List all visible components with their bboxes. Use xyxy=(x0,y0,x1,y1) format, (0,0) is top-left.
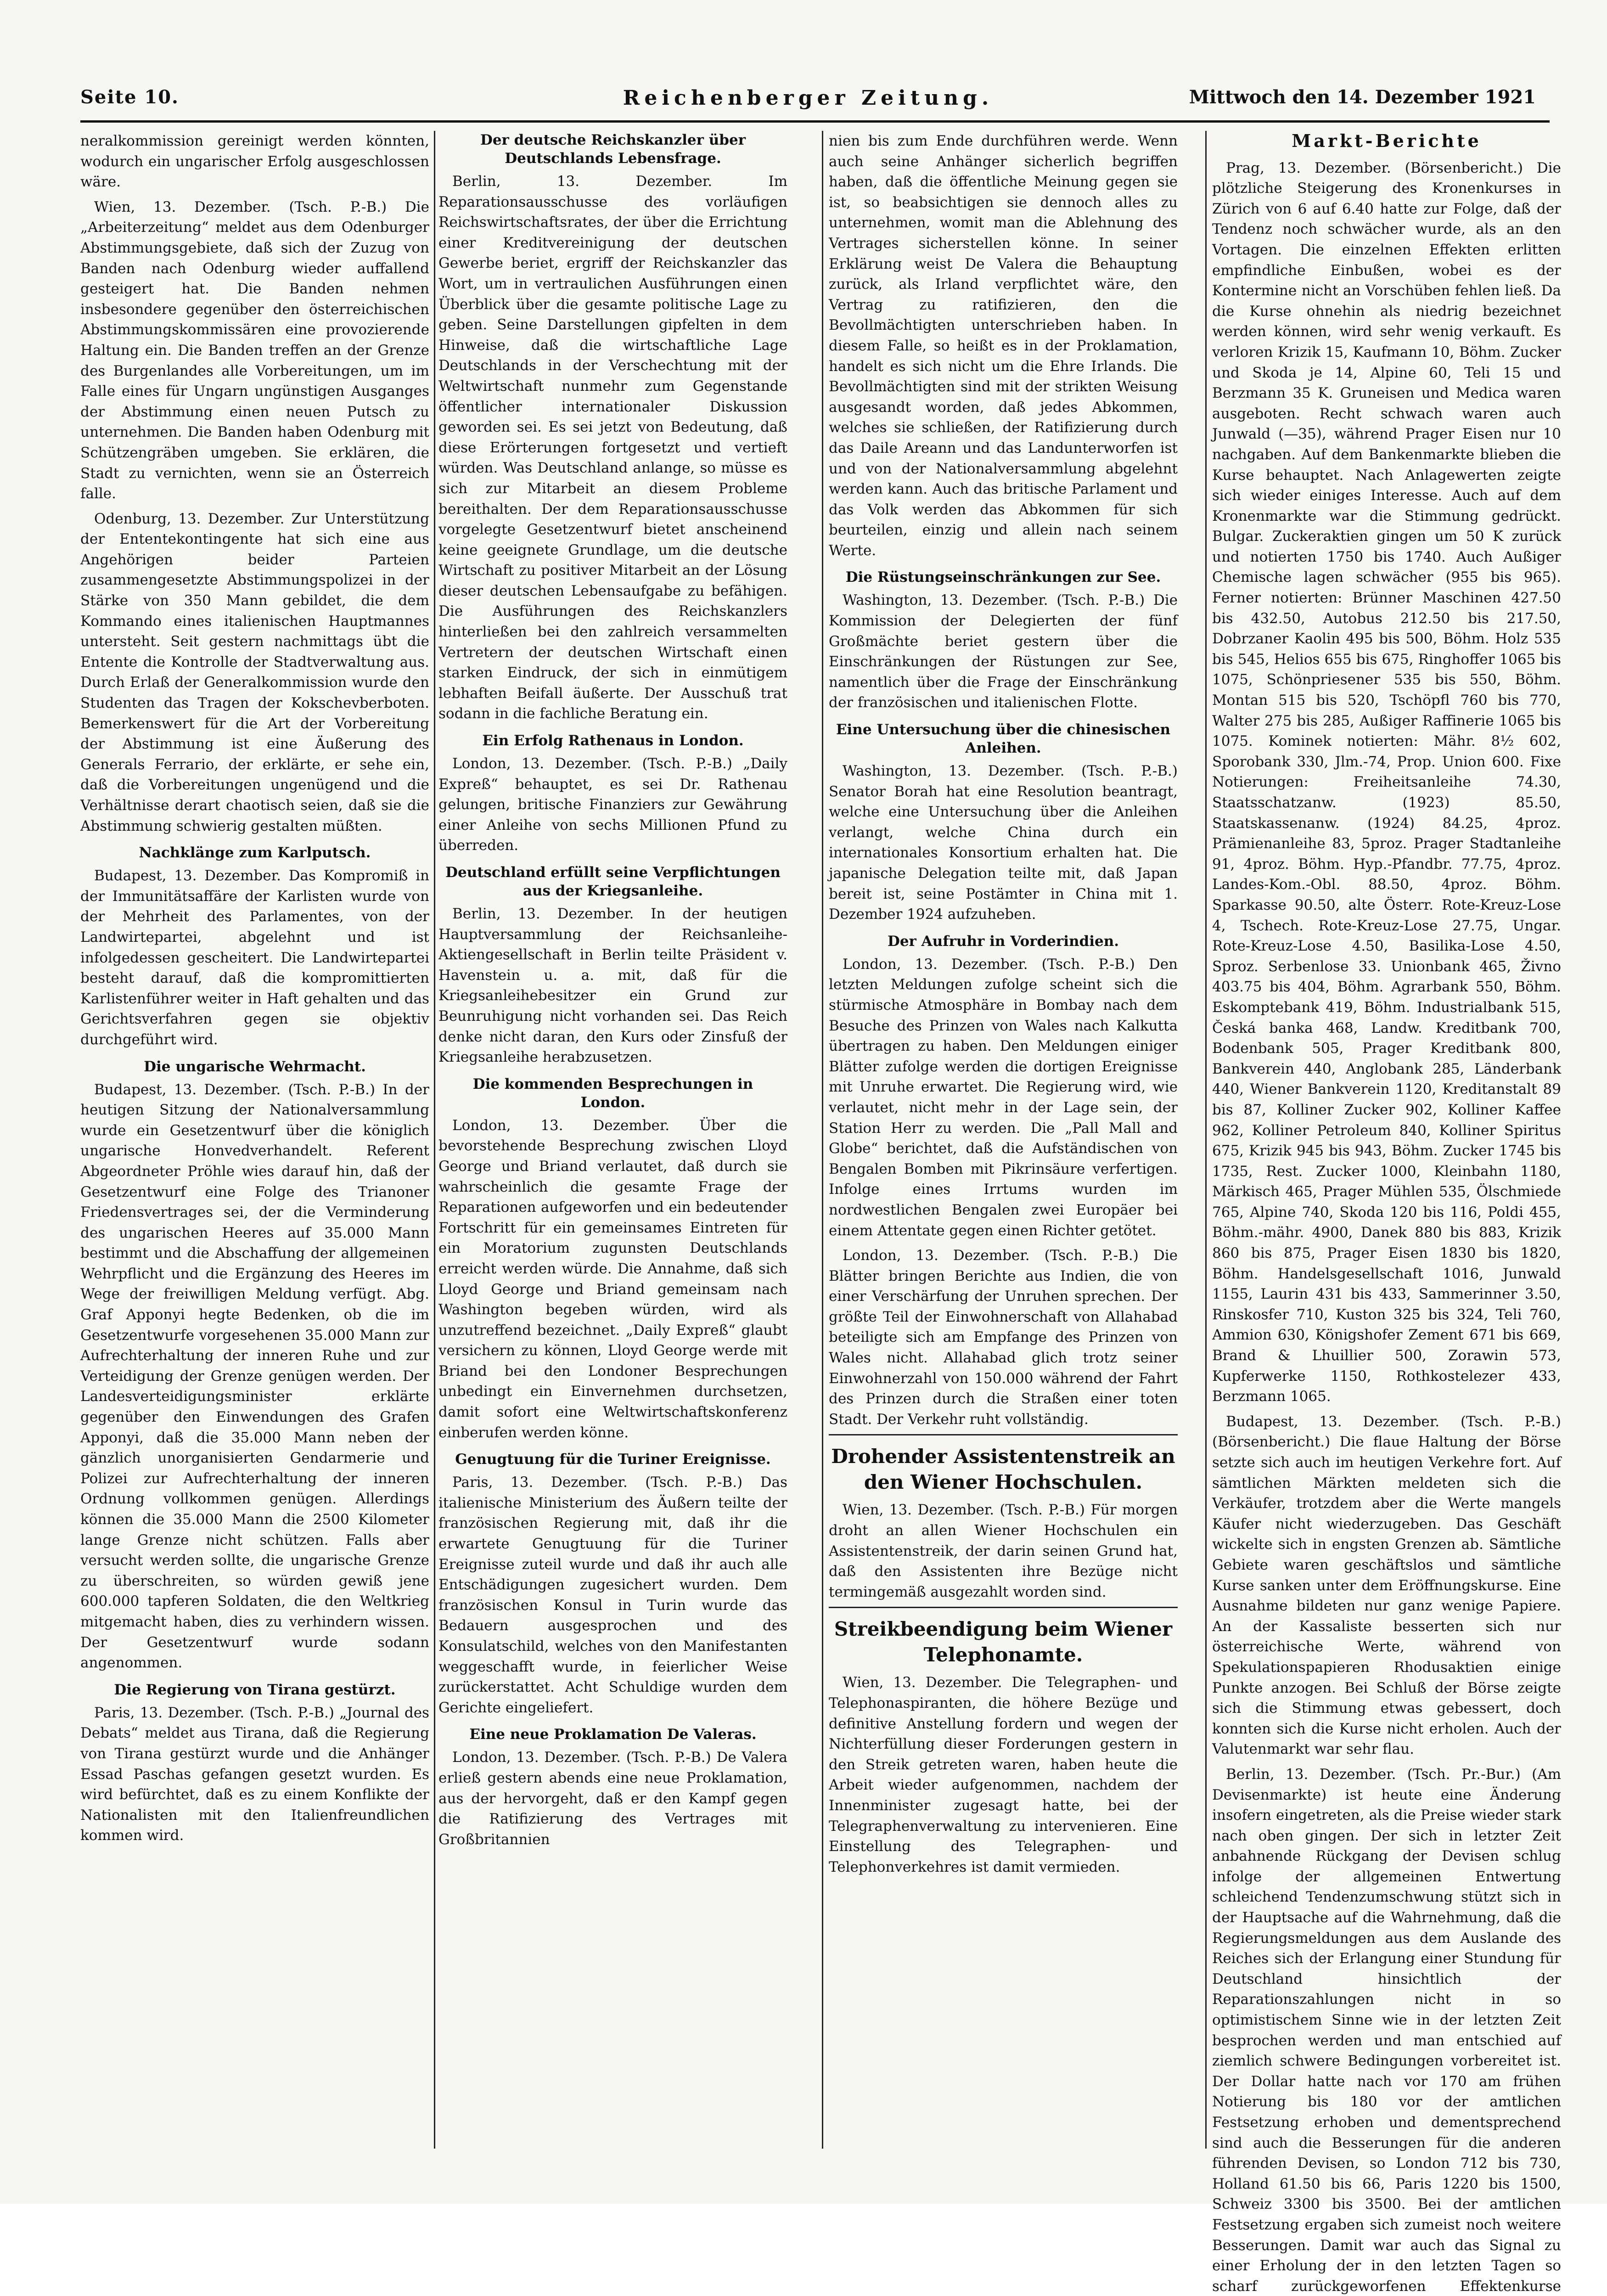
column-2 xyxy=(438,131,787,2149)
article xyxy=(829,1672,1178,1877)
column-divider xyxy=(822,131,823,2149)
article xyxy=(438,754,787,856)
article-headline: Genugtuung für die Turiner Ereignisse. xyxy=(455,1451,771,1468)
article-text: Budapest, 13. Dezember. Das Kompromiß in der Immunitätsaffäre der Karlisten wurde von der Mehrheit des Parlamentes, von der Landwirtepartei, abgelehnt und ist infolgedessen gescheitert. Die Landwirtepartei besteht darauf, daß die kompromittierten Karlistenführer weiter in Haft gehalten und das Gerichtsverfahren gegen sie objektiv durchgeführt wird. xyxy=(80,867,429,1048)
article xyxy=(829,954,1178,1241)
article-headline: Die kommenden Besprechungen in London. xyxy=(472,1075,753,1111)
article xyxy=(1212,1412,1561,1760)
article-text: Berlin, 13. Dezember. Im Reparationsausschusse des vorläufigen Reichswirtschaftsrates, der über die Errichtung einer Kreditvereinigung der deutschen Gewerbe beriet, ergriff der Reichskanzler das Wort, um in vertraulichen Ausführungen einen Überblick über die gesamte politische Lage zu geben. Seine Darstellungen gipfelten in dem Hinweise, daß die wirtschaftliche Lage Deutschlands in der Verschechtung mit der Weltwirtschaft nunmehr zum Gegenstande öffentlicher internationaler Diskussion geworden sei. Es sei jetzt von Bedeutung, daß diese Erörterungen fortgesetzt und vertieft würden. Was Deutschland anlange, so müsse es sich zur Mitarbeit an diesem Probleme bereithalten. Der dem Reparationsausschusse vorgelegte Gesetzentwurf bietet anscheinend keine geeignete Grundlage, um die deutsche Wirtschaft zu positiver Mitarbeit an der Lösung dieser deutschen Lebensaufgabe zu befähigen. Die Ausführungen des Reichskanzlers hinterließen bei den zahlreich versammelten Vertretern der deutschen Wirtschaft einen starken Eindruck, der sich in einmütigem lebhaften Beifall äußerte. Der Ausschuß trat sodann in die fachliche Beratung ein. xyxy=(438,173,787,722)
column-divider xyxy=(1205,131,1207,2149)
article-text: nien bis zum Ende durchführen werde. Wenn auch seine Anhänger sicherlich begriffen haben, daß die öffentliche Meinung gegen sie ist, so beabsichtigen sie dennoch alles zu unternehmen, womit man die Ablehnung des Vertrages sicherstellen könne. In seiner Erklärung weist De Valera die Behauptung zurück, als Irland verpflichtet wäre, den Vertrag zu ratifizieren, den die Bevollmächtigten unterschrieben haben. In diesem Falle, so heißt es in der Proklamation, handelt es sich nicht um die Ehre Irlands. Die Bevollmächtigten sind mit der strikten Weisung ausgesandt worden, daß jedes Abkommen, welches sie schließen, der Ratifizierung durch das Daile Areann und das Landunterworfen ist und von der Nationalversammlung abgelehnt werden kann. Auch das britische Parlament und das Volk werden das Abkommen für sich beurteilen, einzig und allein nach seinem Werte. xyxy=(829,133,1178,559)
article-headline: Nachklänge zum Karlputsch. xyxy=(139,844,371,861)
article xyxy=(438,1472,787,1718)
article-text: Washington, 13. Dezember. (Tsch. P.-B.) Senator Borah hat eine Resolution beantragt, welche eine Untersuchung über die Anleihen verlangt, welche China durch ein internationales Konsortium erhalten hat. Die japanische Delegation teilte mit, daß Japan bereit ist, seine Postämter in China mit 1. Dezember 1924 aufzuheben. xyxy=(829,763,1178,923)
article-headline: Der deutsche Reichskanzler über Deutschlands Lebensfrage. xyxy=(480,132,746,167)
article xyxy=(829,131,1178,561)
article-text: Odenburg, 13. Dezember. Zur Unterstützung der Ententekontingente hat sich eine aus Angehörigen beider Parteien zusammengesetzte Abstimmungspolizei in der Stärke von 350 Mann gebildet, die dem Kommando eines italienischen Hauptmannes untersteht. Seit gestern nachmittags übt die Entente die Kontrolle der Stadtverwaltung aus. Durch Erlaß der Generalkommission wurde den Studenten das Tragen der Kokschevberboten. Bemerkenswert für die Art der Vorbereitung der Abstimmung ist eine Äußerung des Generals Ferrario, der erklärte, er sehe ein, daß die Vorbereitungen ungenügend und die Verhältnisse derart chaotisch seien, daß sie die Abstimmung schwierig gestalten müßten. xyxy=(80,510,429,834)
article-text: Wien, 13. Dezember. (Tsch. P.-B.) Für morgen droht an allen Wiener Hochschulen ein Assistentenstreik, der darin seinen Grund hat, daß den Assistenten ihre Bezüge nicht termingemäß ausgezahlt worden sind. xyxy=(829,1502,1178,1600)
issue-date: Mittwoch den 14. Dezember 1921 xyxy=(1189,86,1536,108)
section-headline: Streikbeendigung beim Wiener Telephonamte. xyxy=(834,1618,1173,1666)
header-rule xyxy=(80,120,1550,123)
article xyxy=(80,1703,429,1846)
article-text: Berlin, 13. Dezember. (Tsch. Pr.-Bur.) (Am Devisenmarkte) ist heute eine Änderung insofern eingetreten, als die Preise wieder stark nach oben gingen. Der sich in letzter Zeit anbahnende Rückgang der Devisen schlug infolge der allgemeinen Entwertung schleichend Tendenzumschwung stützt sich in der Hauptsache auf die Wahrnehmung, daß die Regierungsmeldungen aus dem Auslande des Reiches sich der Erlangung einer Stundung für Deutschland hinsichtlich der Reparationszahlungen nicht in so optimistischem Sinne wie in der letzten Zeit besprochen werden und man entschied auf ziemlich schwere Bedingungen vorbereitet ist. Der Dollar hatte nach vor 170 am frühen Notierung bis 180 vor der amtlichen Festsetzung erhoben und dementsprechend sind auch die Besserungen für die anderen führenden Devisen, so London 712 bis 730, Holland 61.50 bis 66, Paris 1220 bis 1500, Schweiz 3300 bis 3500. Bei der amtlichen Festsetzung ergaben sich zumeist noch weitere Besserungen. Damit war auch das Signal zu einer Erholung der in den letzten Tagen so scharf zurückgeworfenen Effektenkurse xyxy=(1212,1766,1561,2295)
article xyxy=(829,1245,1178,1429)
column-4 xyxy=(1212,130,1561,2295)
article xyxy=(80,509,429,837)
article-text: London, 13. Dezember. (Tsch. P.-B.) De Valera erließ gestern abends eine neue Proklamation, aus der hervorgeht, daß er den Kampf gegen die Ratifizierung des Vertrages mit Großbritannien xyxy=(438,1749,787,1848)
article-text: Berlin, 13. Dezember. In der heutigen Hauptversammlung der Reichsanleihe-Aktiengesellschaft in Berlin teilte Präsident v. Havenstein u. a. mit, daß für die Kriegsanleihebesitzer ein Grund zur Beunruhigung nicht vorhanden sei. Das Reich denke nicht daran, den Kurs oder Zinsfuß der Kriegsanleihe herabzusetzen. xyxy=(438,906,787,1066)
article-headline: Deutschland erfüllt seine Verpflichtungen aus der Kriegsanleihe. xyxy=(445,864,781,899)
article xyxy=(829,590,1178,713)
article-text: Washington, 13. Dezember. (Tsch. P.-B.) Die Kommission der Delegierten der fünf Großmächte beriet gestern über die Einschränkungen der Rüstungen zur See, namentlich über die Frage der Einschränkung der französischen und italienischen Flotte. xyxy=(829,592,1178,711)
article-headline: Die Regierung von Tirana gestürzt. xyxy=(114,1681,396,1698)
article xyxy=(80,197,429,504)
article-headline: Die ungarische Wehrmacht. xyxy=(144,1058,366,1075)
article xyxy=(438,1747,787,1850)
article-headline: Eine neue Proklamation De Valeras. xyxy=(469,1726,757,1743)
article xyxy=(1212,158,1561,1407)
article-headline: Eine Untersuchung über die chinesischen Anleihen. xyxy=(836,721,1171,757)
masthead xyxy=(80,86,1536,119)
article-text: Wien, 13. Dezember. Die Telegraphen- und Telephonaspiranten, die höhere Bezüge und definitive Anstellung fordern und wegen der Nichterfüllung dieser Forderungen gestern in den Streik getreten waren, haben heute die Arbeit wieder aufgenommen, nachdem der Innenminister zugesagt hatte, bei der Telegraphenverwaltung zu intervenieren. Eine Einstellung des Telegraphen- und Telephonverkehres ist damit vermieden. xyxy=(829,1674,1178,1875)
article xyxy=(80,866,429,1050)
article-text: Wien, 13. Dezember. (Tsch. P.-B.) Die „Arbeiterzeitung“ meldet aus dem Odenburger Abstimmungsgebiete, daß sich der Zuzug von Banden nach Odenburg wieder auffallend gesteigert hat. Die Banden nehmen insbesondere gegenüber den österreichischen Abstimmungskommissären eine provozierende Haltung ein. Die Banden treffen an der Grenze des Burgenlandes alle Vorbereitungen, um im Falle eines für Ungarn ungünstigen Ausganges der Abstimmung einen neuen Putsch zu unternehmen. Die Banden haben Odenburg mit Schützengräben umgeben. Sie erklären, die Stadt zu vernichten, wenn sie an Österreich falle. xyxy=(80,198,429,502)
column-1 xyxy=(80,131,429,2149)
section-rule xyxy=(829,1607,1178,1608)
article-text: London, 13. Dezember. (Tsch. P.-B.) „Daily Expreß“ behauptet, es sei Dr. Rathenau gelungen, britische Finanziers zur Gewährung einer Anleihe von sechs Millionen Pfund zu überreden. xyxy=(438,755,787,854)
article xyxy=(1212,1764,1561,2296)
article-text: London, 13. Dezember. (Tsch. P.-B.) Die Blätter bringen Berichte aus Indien, die von einer Verschärfung der Unruhen sprechen. Der größte Teil der Einwohnerschaft von Allahabad beteiligte sich am Empfange des Prinzen von Wales nicht. Allahabad glich trotz seiner Einwohnerzahl von 150.000 während der Fahrt des Prinzen durch die Straßen einer toten Stadt. Der Verkehr ruht vollständig. xyxy=(829,1247,1178,1428)
article-text: London, 13. Dezember. Über die bevorstehende Besprechung zwischen Lloyd George und Briand verlautet, daß durch sie wahrscheinlich die gesamte Frage der Reparationen aufgeworfen und ein bedeutender Fortschritt für ein gemeinsames Eintreten für ein Moratorium zugunsten Deutschlands erreicht werden würde. Die Annahme, daß sich Lloyd George und Briand gemeinsam nach Washington begeben würden, wird als unzutreffend bezeichnet. „Daily Expreß“ glaubt versichern zu können, Lloyd George werde mit Briand bei den Londoner Besprechungen unbedingt ein Einvernehmen durchsetzen, damit sofort eine Weltwirtschaftskonferenz einberufen werden könne. xyxy=(438,1117,787,1441)
article xyxy=(80,131,429,192)
article xyxy=(80,1080,429,1673)
market-reports-title: Markt-Berichte xyxy=(1292,130,1482,151)
article xyxy=(829,1500,1178,1602)
column-3 xyxy=(829,131,1178,2149)
section-headline: Drohender Assistentenstreik an den Wiener Hochschulen. xyxy=(831,1445,1175,1494)
article-text: Budapest, 13. Dezember. (Tsch. P.-B.) (Börsenbericht.) Die flaue Haltung der Börse setzte sich auch im heutigen Verkehre fort. Auf sämtlichen Märkten meldeten sich die Verkäufer, trotzdem aber die Werte mangels Käufer nicht wiederzugeben. Das Geschäft wickelte sich in engsten Grenzen ab. Sämtliche Gebiete waren geschäftslos und sämtliche Kurse sanken unter dem Eröffnungskurse. Eine Ausnahme bildeten nur ganz wenige Papiere. An der Kassaliste besserten sich nur österreichische Werte, während von Spekulationspapieren Rhodusaktien einige Punkte anzogen. Bei Schluß der Börse zeigte sich die Stimmung etwas gebessert, doch konnten sich die Kurse nicht erholen. Auch der Valutenmarkt war sehr flau. xyxy=(1212,1413,1561,1758)
article-headline: Die Rüstungseinschränkungen zur See. xyxy=(845,569,1161,586)
article-headline: Ein Erfolg Rathenaus in London. xyxy=(482,732,744,749)
newspaper-title: Reichenberger Zeitung. xyxy=(623,86,994,110)
article xyxy=(438,904,787,1068)
column-divider xyxy=(434,131,435,2149)
article xyxy=(438,171,787,724)
article-text: Paris, 13. Dezember. (Tsch. P.-B.) Das italienische Ministerium des Äußern teilte der französischen Regierung mit, daß ihr die erwartete Genugtuung für die Turiner Ereignisse zuteil wurde und daß ihr auch alle Entschädigungen zugesichert wurden. Dem französischen Konsul in Turin wurde das Bedauern ausgesprochen und des Konsulatschild, welches von den Manifestanten weggeschafft wurde, in feierlicher Weise zurückerstattet. Acht Schuldige wurden dem Gerichte eingeliefert. xyxy=(438,1474,787,1716)
article-text: neralkommission gereinigt werden könnten, wodurch ein ungarischer Erfolg ausgeschlossen wäre. xyxy=(80,133,429,191)
section-rule xyxy=(829,1434,1178,1435)
article xyxy=(829,761,1178,925)
article-text: Paris, 13. Dezember. (Tsch. P.-B.) „Journal des Debats“ meldet aus Tirana, daß die Regierung von Tirana gestürzt wurde und die Anhänger Essad Paschas gefangen gesetzt wurden. Es wird befürchtet, daß es zu einem Konflikte der Nationalisten mit den Italienfreundlichen kommen wird. xyxy=(80,1704,429,1844)
article-headline: Der Aufruhr in Vorderindien. xyxy=(887,933,1119,950)
article-text: London, 13. Dezember. (Tsch. P.-B.) Den letzten Meldungen zufolge scheint sich die stürmische Atmosphäre in Bombay nach dem Besuche des Prinzen von Wales nach Kalkutta übertragen zu haben. Den Meldungen einiger Blätter zufolge werden die dortigen Ereignisse mit Unruhe erwartet. Die Regierung wird, wie verlautet, nicht mehr in der Lage sein, der Station Herr zu werden. Die „Pall Mall and Globe“ berichtet, daß die Aufständischen von Bengalen Bomben mit Pikrinsäure verfertigen. Infolge eines Irrtums wurden im nordwestlichen Bengalen zwei Europäer bei einem Attentate gegen einen Richter getötet. xyxy=(829,956,1178,1239)
article-text: Prag, 13. Dezember. (Börsenbericht.) Die plötzliche Steigerung des Kronenkurses in Zürich von 6 auf 6.40 hatte zur Folge, daß der Tendenz noch schwächer wurde, als an den Vortagen. Die einzelnen Effekten erlitten empfindliche Einbußen, wobei es der Kontermine nicht an Vorschüben fehlen ließ. Da die Kurse ohnehin als niedrig bezeichnet werden können, wird sehr wenig verkauft. Es verloren Krizik 15, Kaufmann 10, Böhm. Zucker und Skoda je 14, Alpine 60, Teli 15 und Berzmann 35 K. Gruneisen und Medica waren ausgeboten. Recht schwach waren auch Junwald (—35), während Prager Eisen nur 10 nachgaben. Auf dem Bankenmarkte blieben die Kurse behauptet. Nach Anlagewerten zeigte sich wieder einiges Interesse. Auch auf dem Kronenmarkte war die Stimmung gedrückt. Bulgar. Zuckeraktien gingen um 50 K zurück und notierten 1750 bis 1740. Auch Außiger Chemische lagen schwächer (955 bis 965). Ferner notierten: Brünner Maschinen 427.50 bis 432.50, Autobus 212.50 bis 217.50, Dobrzaner Kaolin 495 bis 500, Böhm. Holz 535 bis 545, Helios 655 bis 675, Ringhoffer 1065 bis 1075, Schönpriesener 535 bis 550, Böhm. Montan 515 bis 520, Tschöpfl 760 bis 770, Walter 275 bis 285, Außiger Raffinerie 1065 bis 1075. Kominek notierten: Mähr. 8½ 602, Sporobank 330, Jlm.-74, Prop. Union 600. Fixe Notierungen: Freiheitsanleihe 74.30, Staatsschatzanw. (1923) 85.50, Staatskassenanw. (1924) 84.25, 4proz. Prämienanleihe 83, 5proz. Prager Stadtanleihe 91, 4proz. Böhm. Hyp.-Pfandbr. 77.75, 4proz. Landes-Kom.-Obl. 88.50, 4proz. Böhm. Sparkasse 90.50, alte Österr. Rote-Kreuz-Lose 4, Tschech. Rote-Kreuz-Lose 27.75, Ungar. Rote-Kreuz-Lose 4.50, Basilika-Lose 4.50, Sproz. Serbenlose 33. Unionbank 465, Živno 403.75 bis 404, Böhm. Agrarbank 550, Böhm. Eskomptebank 419, Böhm. Industrialbank 515, Česká banka 468, Landw. Kreditbank 700, Bodenbank 505, Prager Kreditbank 800, Bankverein 440, Anglobank 285, Länderbank 440, Wiener Bankverein 1120, Kreditanstalt 89 bis 87, Kolliner Zucker 902, Kolliner Kaffee 962, Kolliner Petroleum 840, Kolliner Spiritus 675, Krizik 945 bis 943, Böhm. Zucker 1745 bis 1735, Rest. Zucker 1000, Kleinbahn 1180, Märkisch 465, Prager Mühlen 535, Ölschmiede 765, Alpine 740, Skoda 120 bis 116, Poldi 455, Böhm.-mähr. 4900, Danek 880 bis 883, Krizik 860 bis 875, Prager Eisen 1830 bis 1820, Böhm. Handelsgesellschaft 1016, Junwald 1155, Laurin 431 bis 433, Sammerinner 3.50, Rinskosfer 710, Kuston 325 bis 324, Teli 760, Ammion 630, Königshofer Zement 671 bis 669, Brand & Lhuillier 500, Zorawin 573, Kupferwerke 1150, Rothkostelezer 433, Berzmann 1065. xyxy=(1212,159,1561,1405)
page-number: Seite 10. xyxy=(80,86,179,108)
article-text: Budapest, 13. Dezember. (Tsch. P.-B.) In der heutigen Sitzung der Nationalversammlung wurde ein Gesetzentwurf über die königlich ungarische Honvedverhandelt. Referent Abgeordneter Pröhle wies darauf hin, daß der Gesetzentwurf eine Folge des Trianoner Friedensvertrages sei, der die Verminderung des ungarischen Heeres auf 35.000 Mann bestimmt und die Abschaffung der allgemeinen Wehrpflicht und die Ergänzung des Heeres im Wege der freiwilligen Meldung verfügt. Abg. Graf Apponyi hegte Bedenken, ob die im Gesetzentwurfe vorgesehenen 35.000 Mann zur Aufrechterhaltung der inneren Ruhe und zur Verteidigung der Grenze genügen werden. Der Landesverteidigungsminister erklärte gegenüber den Einwendungen des Grafen Apponyi, daß die 35.000 Mann neben der gänzlich unorganisierten Gendarmerie und Polizei zur Aufrechterhaltung der inneren Ordnung vollkommen genügen. Allerdings können die 35.000 Mann die 2500 Kilometer lange Grenze nicht schützen. Falls aber versucht werden sollte, die ungarische Grenze zu überschreiten, so würden gewiß jene 600.000 tapferen Soldaten, die den Weltkrieg mitgemacht haben, dies zu verhindern wissen. Der Gesetzentwurf wurde sodann angenommen. xyxy=(80,1081,429,1671)
article xyxy=(438,1115,787,1443)
